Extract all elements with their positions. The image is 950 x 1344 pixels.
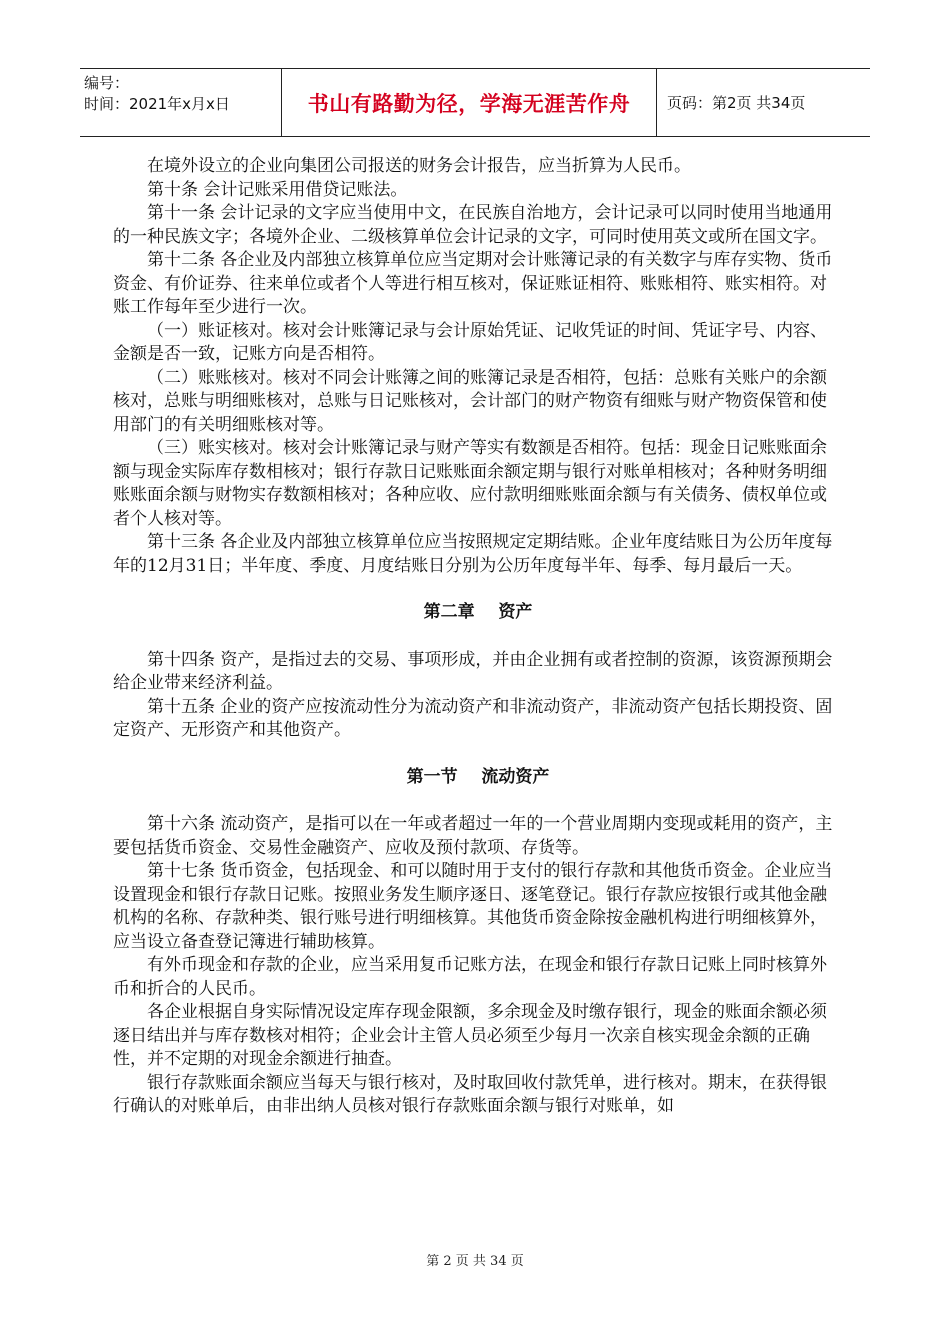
article-11: 第十一条 会计记录的文字应当使用中文，在民族自治地方，会计记录可以同时使用当地通用的一种民族文字；各境外企业、二级核算单位会计记录的文字，可同时使用英文或所在国文字。 (113, 203, 833, 247)
paragraph: 在境外设立的企业向集团公司报送的财务会计报告，应当折算为人民币。 (147, 156, 691, 176)
document-body (113, 155, 843, 1119)
paragraph: 有外币现金和存款的企业，应当采用复币记账方法，在现金和银行存款日记账上同时核算外币和折合的人民币。 (113, 955, 827, 999)
document-time-label: 时间：2021年x月x日 (84, 95, 230, 113)
article-16: 第十六条 流动资产，是指可以在一年或者超过一年的一个营业周期内变现或耗用的资产，主要包括货币资金、交易性金融资产、应收及预付款项、存货等。 (113, 814, 833, 858)
section-heading: 第一节 流动资产 (406, 766, 550, 787)
header-info-cell (80, 69, 282, 136)
page-header (80, 68, 870, 137)
paragraph: 各企业根据自身实际情况设定库存现金限额，多余现金及时缴存银行，现金的账面余额必须逐日结出并与库存数核对相符；企业会计主管人员必须至少每月一次亲自核实现金余额的正确性，并不定期的对现金余额进行抽查。 (113, 1002, 827, 1069)
article-12: 第十二条 各企业及内部独立核算单位应当定期对会计账簿记录的有关数字与库存实物、货币资金、有价证券、往来单位或者个人等进行相互核对，保证账证相符、账账相符、账实相符。对账工作每年至少进行一次。 (113, 250, 833, 317)
article-12-item-2: （二）账账核对。核对不同会计账簿之间的账簿记录是否相符，包括：总账有关账户的余额核对，总账与明细账核对，总账与日记账核对，会计部门的财产物资有细账与财产物资保管和使用部门的有关明细账核对等。 (113, 367, 827, 435)
article-17: 第十七条 货币资金，包括现金、和可以随时用于支付的银行存款和其他货币资金。企业应当设置现金和银行存款日记账。按照业务发生顺序逐日、逐笔登记。银行存款应按银行或其他金融机构的名称、存款种类、银行账号进行明细核算。其他货币资金除按金融机构进行明细核算外，应当设立备查登记簿进行辅助核算。 (113, 861, 833, 952)
paragraph: 银行存款账面余额应当每天与银行核对，及时取回收付款凭单，进行核对。期末，在获得银行确认的对账单后，由非出纳人员核对银行存款账面余额与银行对账单，如 (113, 1072, 827, 1116)
header-page-info: 页码：第2页 共34页 (667, 94, 806, 112)
footer-page-number: 第 2 页 共 34 页 (426, 1254, 524, 1269)
article-12-item-1: （一）账证核对。核对会计账簿记录与会计原始凭证、记收凭证的时间、凭证字号、内容、金额是否一致，记账方向是否相符。 (113, 320, 827, 364)
document-number-label: 编号： (84, 74, 130, 92)
header-page-cell (657, 69, 870, 136)
header-motto-cell (282, 69, 657, 136)
article-14: 第十四条 资产，是指过去的交易、事项形成，并由企业拥有或者控制的资源，该资源预期会给企业带来经济利益。 (113, 649, 833, 693)
article-10: 第十条 会计记账采用借贷记账法。 (147, 179, 408, 200)
article-13: 第十三条 各企业及内部独立核算单位应当按照规定定期结账。企业年度结账日为公历年度每年的12月31日；半年度、季度、月度结账日分别为公历年度每半年、每季、每月最后一天。 (113, 532, 833, 576)
chapter-heading: 第二章 资产 (423, 602, 533, 622)
article-15: 第十五条 企业的资产应按流动性分为流动资产和非流动资产，非流动资产包括长期投资、固定资产、无形资产和其他资产。 (113, 696, 833, 740)
header-motto: 书山有路勤为径，学海无涯苦作舟 (307, 91, 631, 116)
page-footer (0, 1250, 950, 1269)
article-12-item-3: （三）账实核对。核对会计账簿记录与财产等实有数额是否相符。包括：现金日记账账面余额与现金实际库存数相核对；银行存款日记账账面余额定期与银行对账单相核对；各种财务明细账账面余额与财物实存数额相核对；各种应收、应付款明细账账面余额与有关债务、债权单位或者个人核对等。 (113, 438, 827, 529)
